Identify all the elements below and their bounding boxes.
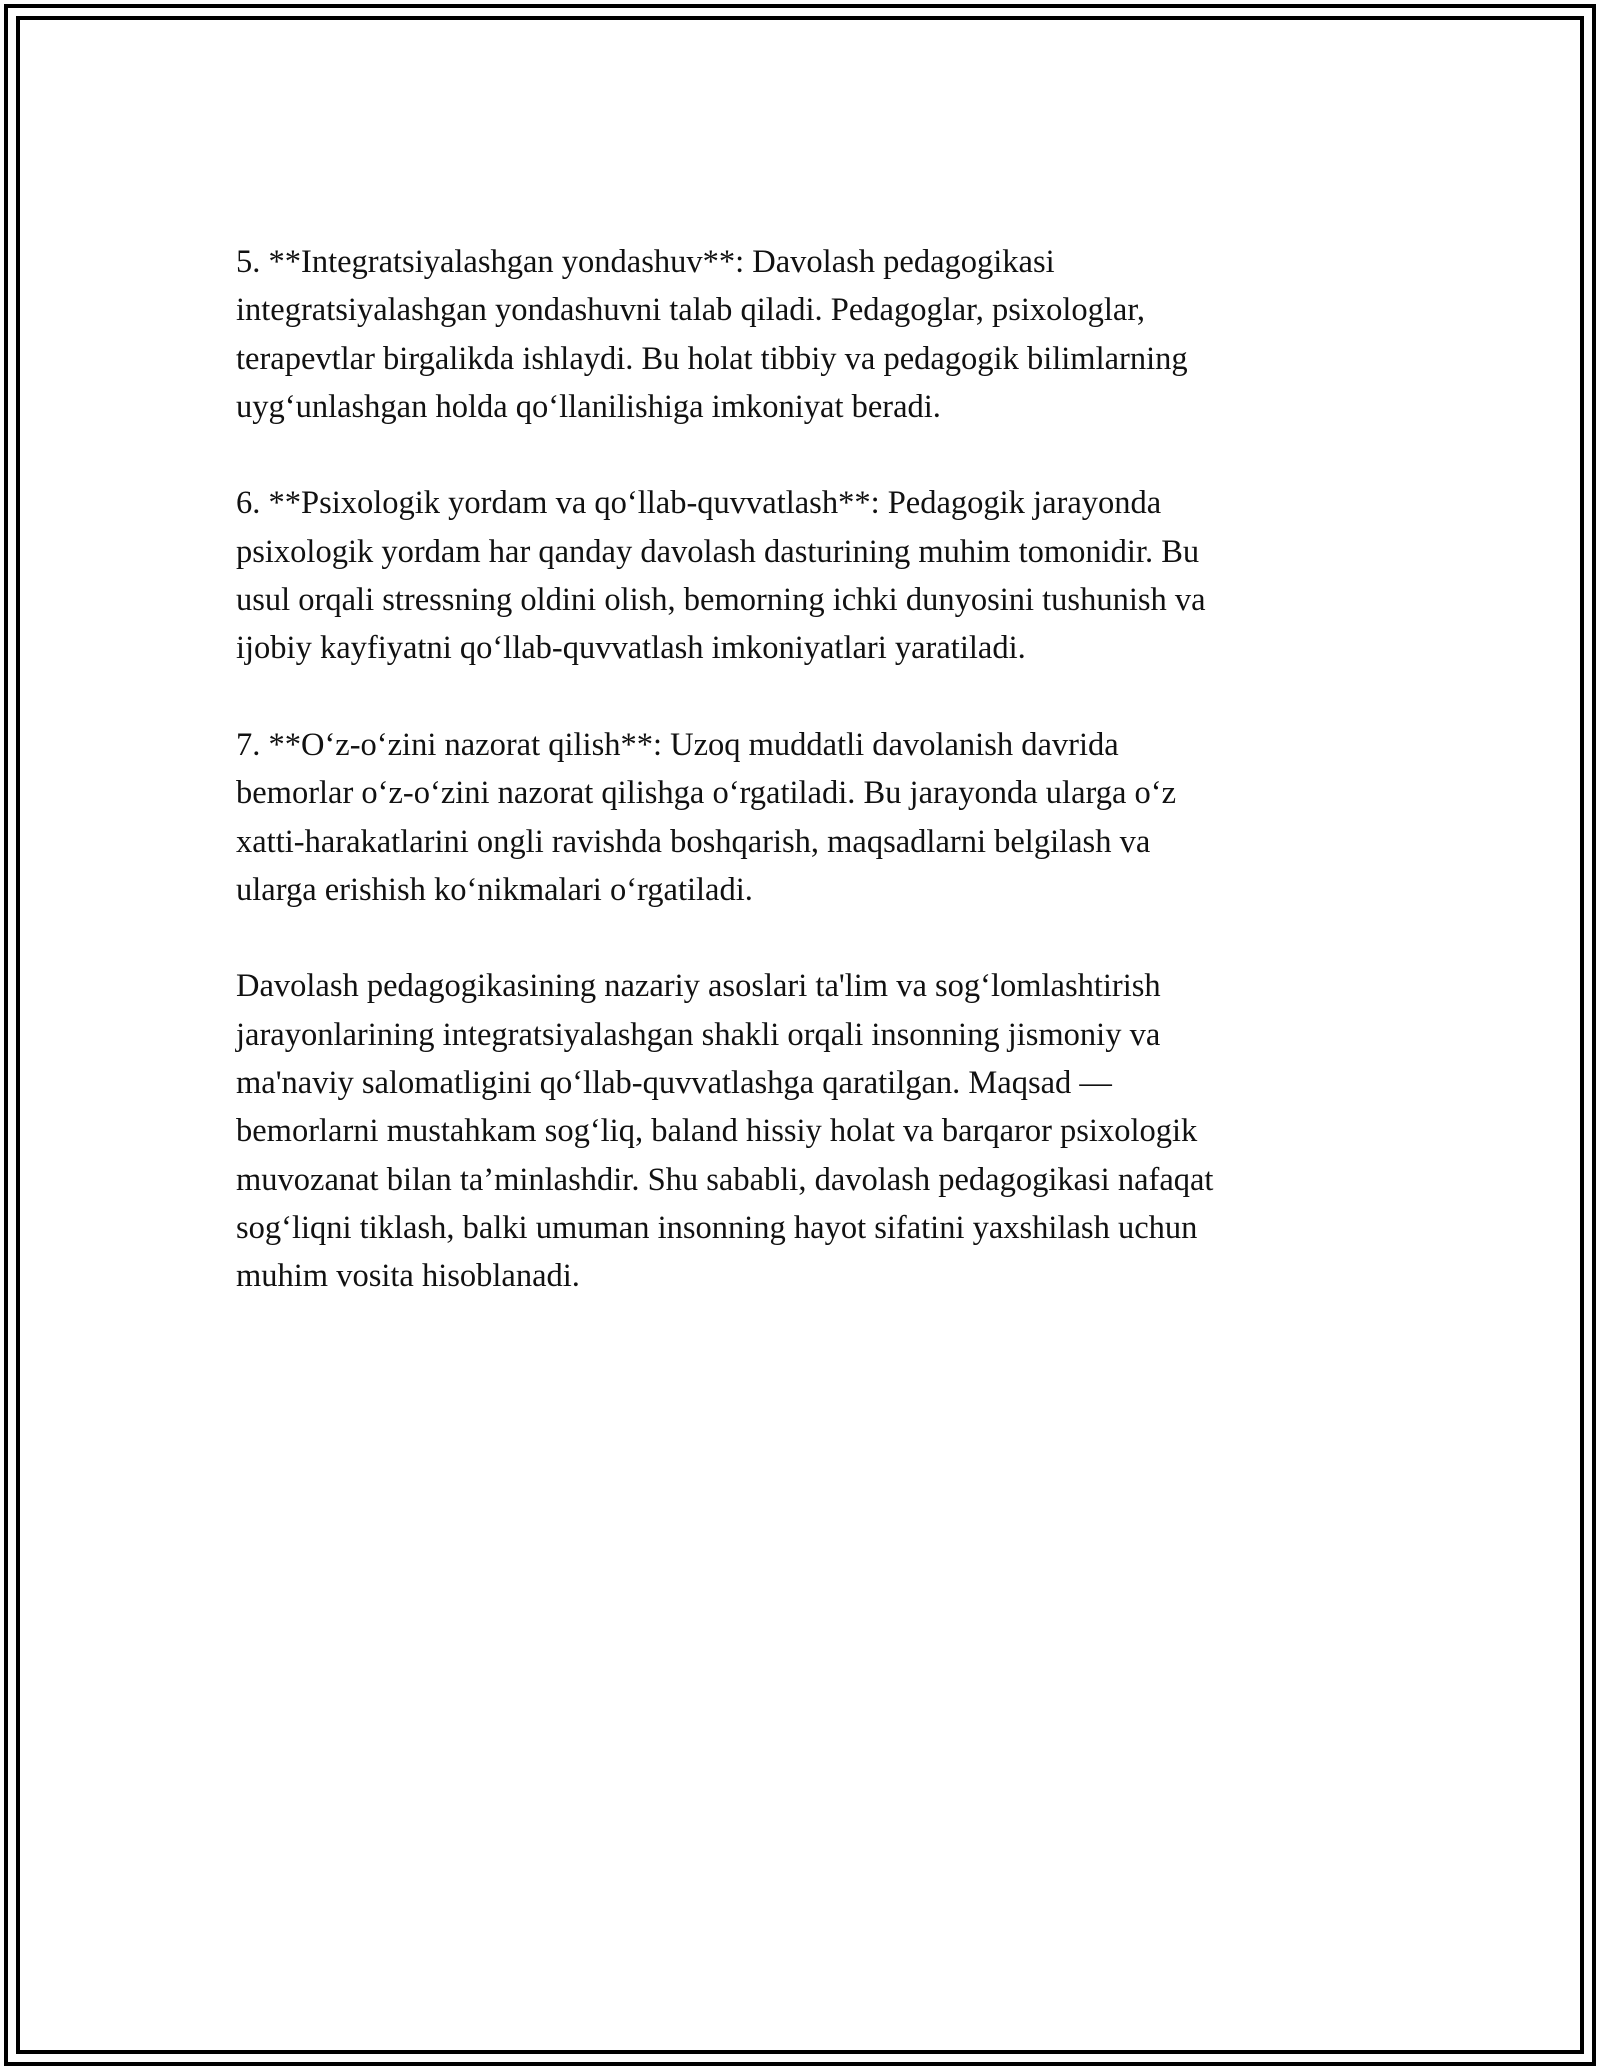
text-line: ijobiy kayfiyatni qo‘llab-quvvatlash imkoniyatlari yaratiladi. [236,630,1026,667]
paragraph-integrated-approach [236,238,1356,431]
text-line: 5. **Integratsiyalashgan yondashuv**: Davolash pedagogikasi [236,244,1055,280]
text-line: muvozanat bilan ta’minlashdir. Shu sababli, davolash pedagogikasi nafaqat [236,1161,1214,1198]
text-line: 7. **O‘z-o‘zini nazorat qilish**: Uzoq muddatli davolanish davrida [236,726,1119,763]
text-line: usul orqali stressning oldini olish, bemorning ichki dunyosini tushunish va [236,582,1206,619]
text-line: bemorlar o‘z-o‘zini nazorat qilishga o‘rgatiladi. Bu jarayonda ularga o‘z [236,775,1177,812]
paragraph-self-control [236,721,1356,914]
text-line: integratsiyalashgan yondashuvni talab qiladi. Pedagoglar, psixologlar, [236,292,1146,329]
text-line: xatti-harakatlarini ongli ravishda boshqarish, maqsadlarni belgilash va [236,823,1151,860]
text-line: muhim vosita hisoblanadi. [236,1258,580,1295]
text-line: 6. **Psixologik yordam va qo‘llab-quvvatlash**: Pedagogik jarayonda [236,485,1162,522]
text-line: sog‘liqni tiklash, balki umuman insonning hayot sifatini yaxshilash uchun [236,1209,1198,1246]
text-line: terapevtlar birgalikda ishlaydi. Bu holat tibbiy va pedagogik bilimlarning [236,340,1188,377]
text-line: uyg‘unlashgan holda qo‘llanilishiga imkoniyat beradi. [236,388,941,425]
text-line: Davolash pedagogikasining nazariy asoslari ta'lim va sog‘lomlashtirish [236,968,1161,1005]
paragraph-psychological-support [236,479,1356,672]
text-line: ma'naviy salomatligini qo‘llab-quvvatlashga qaratilgan. Maqsad — [236,1065,1112,1102]
text-line: ularga erishish ko‘nikmalari o‘rgatiladi. [236,871,753,908]
text-line: psixologik yordam har qanday davolash dasturining muhim tomonidir. Bu [236,533,1200,570]
text-line: jarayonlarining integratsiyalashgan shakli orqali insonning jismoniy va [236,1016,1161,1053]
document-body [236,238,1356,1349]
paragraph-conclusion [236,962,1356,1300]
text-line: bemorlarni mustahkam sog‘liq, baland hissiy holat va barqaror psixologik [236,1113,1198,1150]
